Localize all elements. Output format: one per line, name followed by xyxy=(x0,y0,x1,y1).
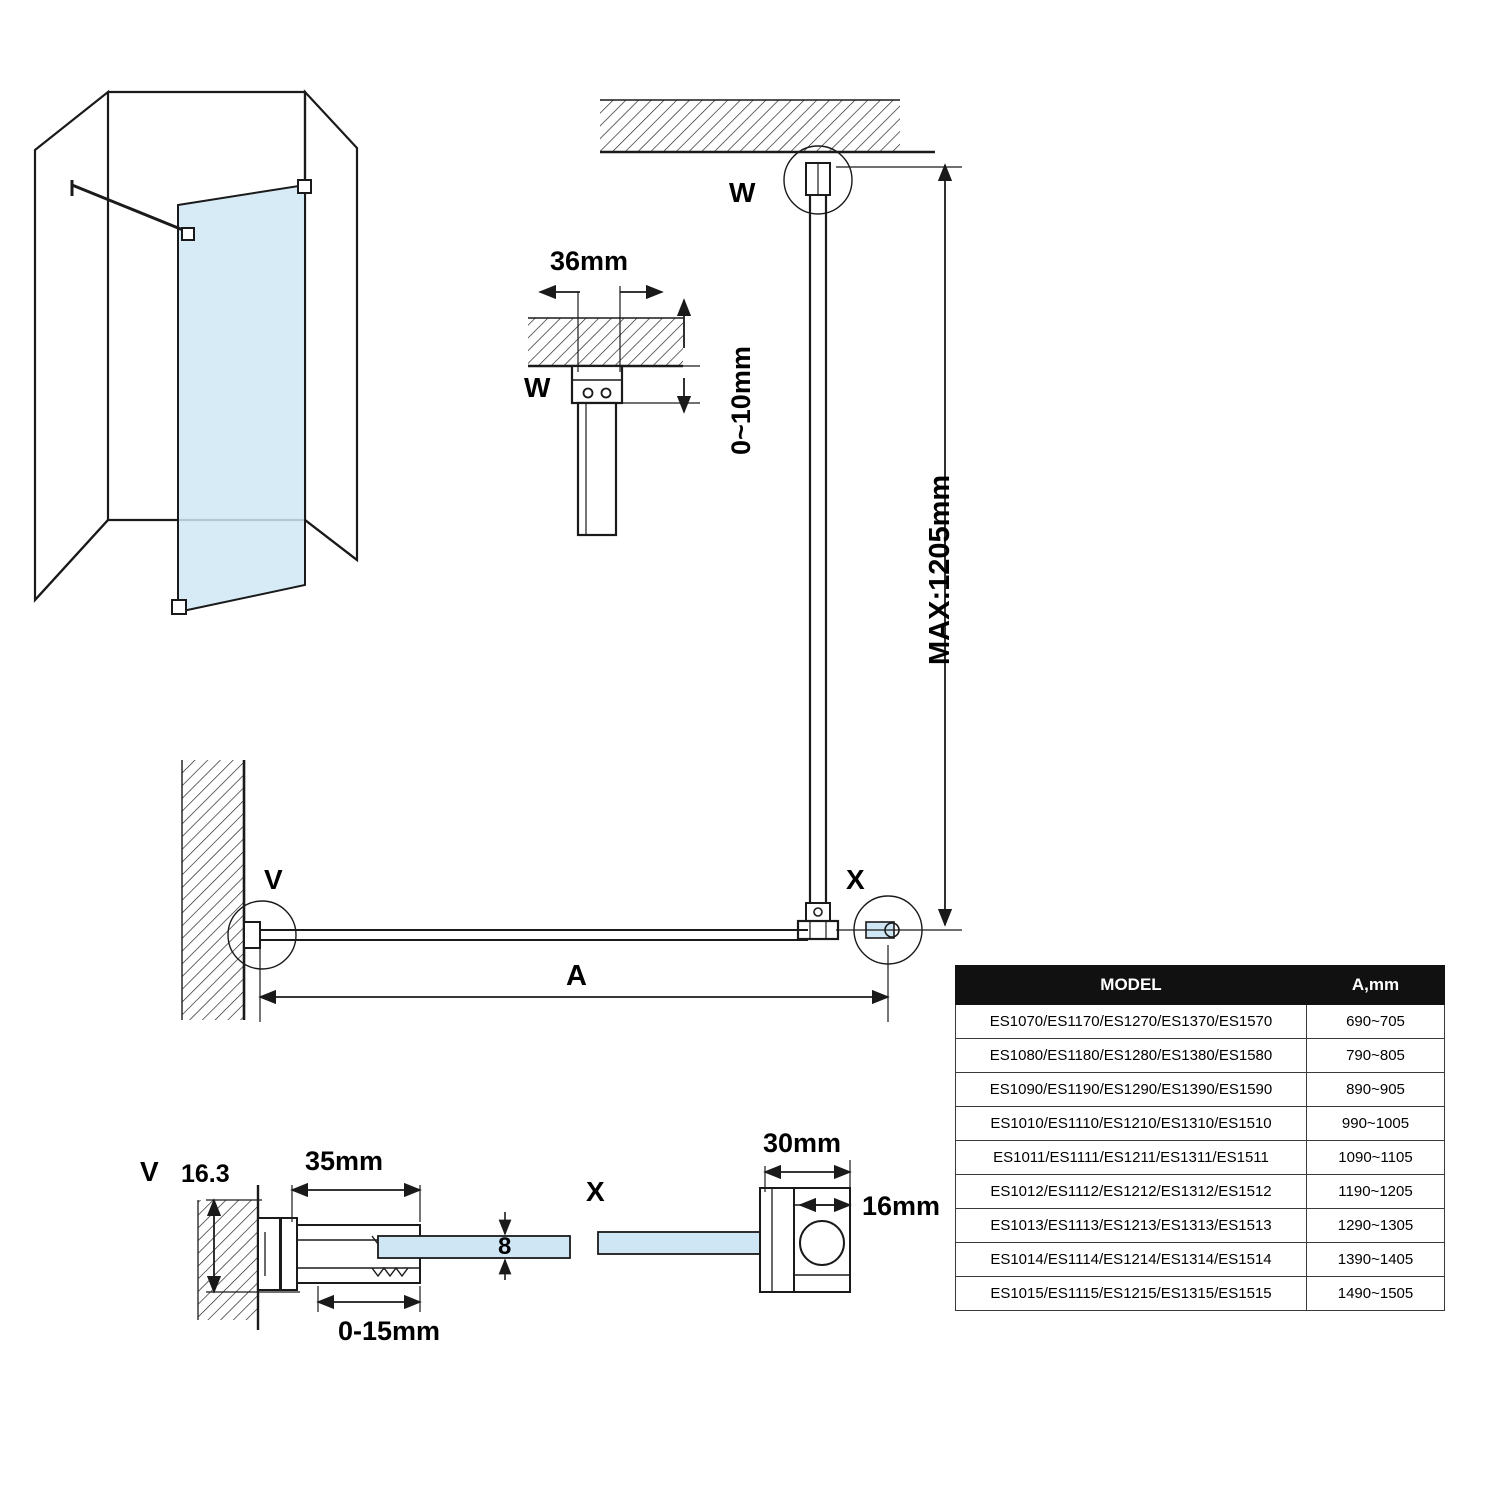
callout-label-v-top: V xyxy=(264,864,283,895)
table-cell-a: 790~805 xyxy=(1306,1039,1444,1073)
table-row xyxy=(956,1141,1445,1175)
dim-label-0-10mm: 0~10mm xyxy=(726,346,756,455)
callout-label-w-top: W xyxy=(729,177,756,208)
table-row xyxy=(956,1005,1445,1039)
table-header-a: A,mm xyxy=(1306,966,1444,1005)
table-row xyxy=(956,1039,1445,1073)
dim-label-max-height: MAX:1205mm xyxy=(924,474,956,665)
dim-label-16-3: 16.3 xyxy=(181,1160,230,1188)
dim-label-36mm: 36mm xyxy=(550,246,629,276)
table-cell-model: ES1013/ES1113/ES1213/ES1313/ES1513 xyxy=(956,1209,1307,1243)
table-cell-a: 1390~1405 xyxy=(1306,1243,1444,1277)
x-detail-view xyxy=(598,1160,850,1292)
table-row xyxy=(956,1073,1445,1107)
table-row xyxy=(956,1209,1445,1243)
table-row xyxy=(956,1277,1445,1311)
callout-label-x-top: X xyxy=(846,864,865,895)
dim-label-glass-thickness: 8 xyxy=(498,1233,512,1260)
table-cell-model: ES1080/ES1180/ES1280/ES1380/ES1580 xyxy=(956,1039,1307,1073)
table-cell-model: ES1011/ES1111/ES1211/ES1311/ES1511 xyxy=(956,1141,1307,1175)
table-cell-model: ES1010/ES1110/ES1210/ES1310/ES1510 xyxy=(956,1107,1307,1141)
table-cell-model: ES1070/ES1170/ES1270/ES1370/ES1570 xyxy=(956,1005,1307,1039)
table-cell-a: 1190~1205 xyxy=(1306,1175,1444,1209)
elevation-view xyxy=(600,100,962,964)
model-dimension-table xyxy=(955,965,1445,1311)
dim-label-30mm: 30mm xyxy=(763,1128,842,1158)
table-row xyxy=(956,1107,1445,1141)
table-row xyxy=(956,1175,1445,1209)
dim-label-35mm: 35mm xyxy=(305,1146,384,1176)
table-cell-model: ES1015/ES1115/ES1215/ES1315/ES1515 xyxy=(956,1277,1307,1311)
table-cell-a: 990~1005 xyxy=(1306,1107,1444,1141)
dim-label-0-15mm: 0-15mm xyxy=(338,1316,441,1346)
plan-view xyxy=(182,760,888,1022)
table-cell-a: 1290~1305 xyxy=(1306,1209,1444,1243)
dim-label-a: A xyxy=(566,960,587,992)
table-header-row xyxy=(956,966,1445,1005)
table-header-model: MODEL xyxy=(956,966,1307,1005)
table-cell-model: ES1090/ES1190/ES1290/ES1390/ES1590 xyxy=(956,1073,1307,1107)
table-cell-model: ES1012/ES1112/ES1212/ES1312/ES1512 xyxy=(956,1175,1307,1209)
table-cell-a: 690~705 xyxy=(1306,1005,1444,1039)
table-cell-model: ES1014/ES1114/ES1214/ES1314/ES1514 xyxy=(956,1243,1307,1277)
table-cell-a: 1090~1105 xyxy=(1306,1141,1444,1175)
table-cell-a: 1490~1505 xyxy=(1306,1277,1444,1311)
callout-label-w-detail: W xyxy=(524,372,551,403)
callout-label-v-detail: V xyxy=(140,1156,159,1187)
table-row xyxy=(956,1243,1445,1277)
v-detail-view xyxy=(198,1185,570,1330)
dim-label-16mm: 16mm xyxy=(862,1191,941,1221)
callout-label-x-detail: X xyxy=(586,1176,605,1207)
w-detail-view xyxy=(528,286,700,535)
perspective-view xyxy=(35,92,357,614)
table-cell-a: 890~905 xyxy=(1306,1073,1444,1107)
